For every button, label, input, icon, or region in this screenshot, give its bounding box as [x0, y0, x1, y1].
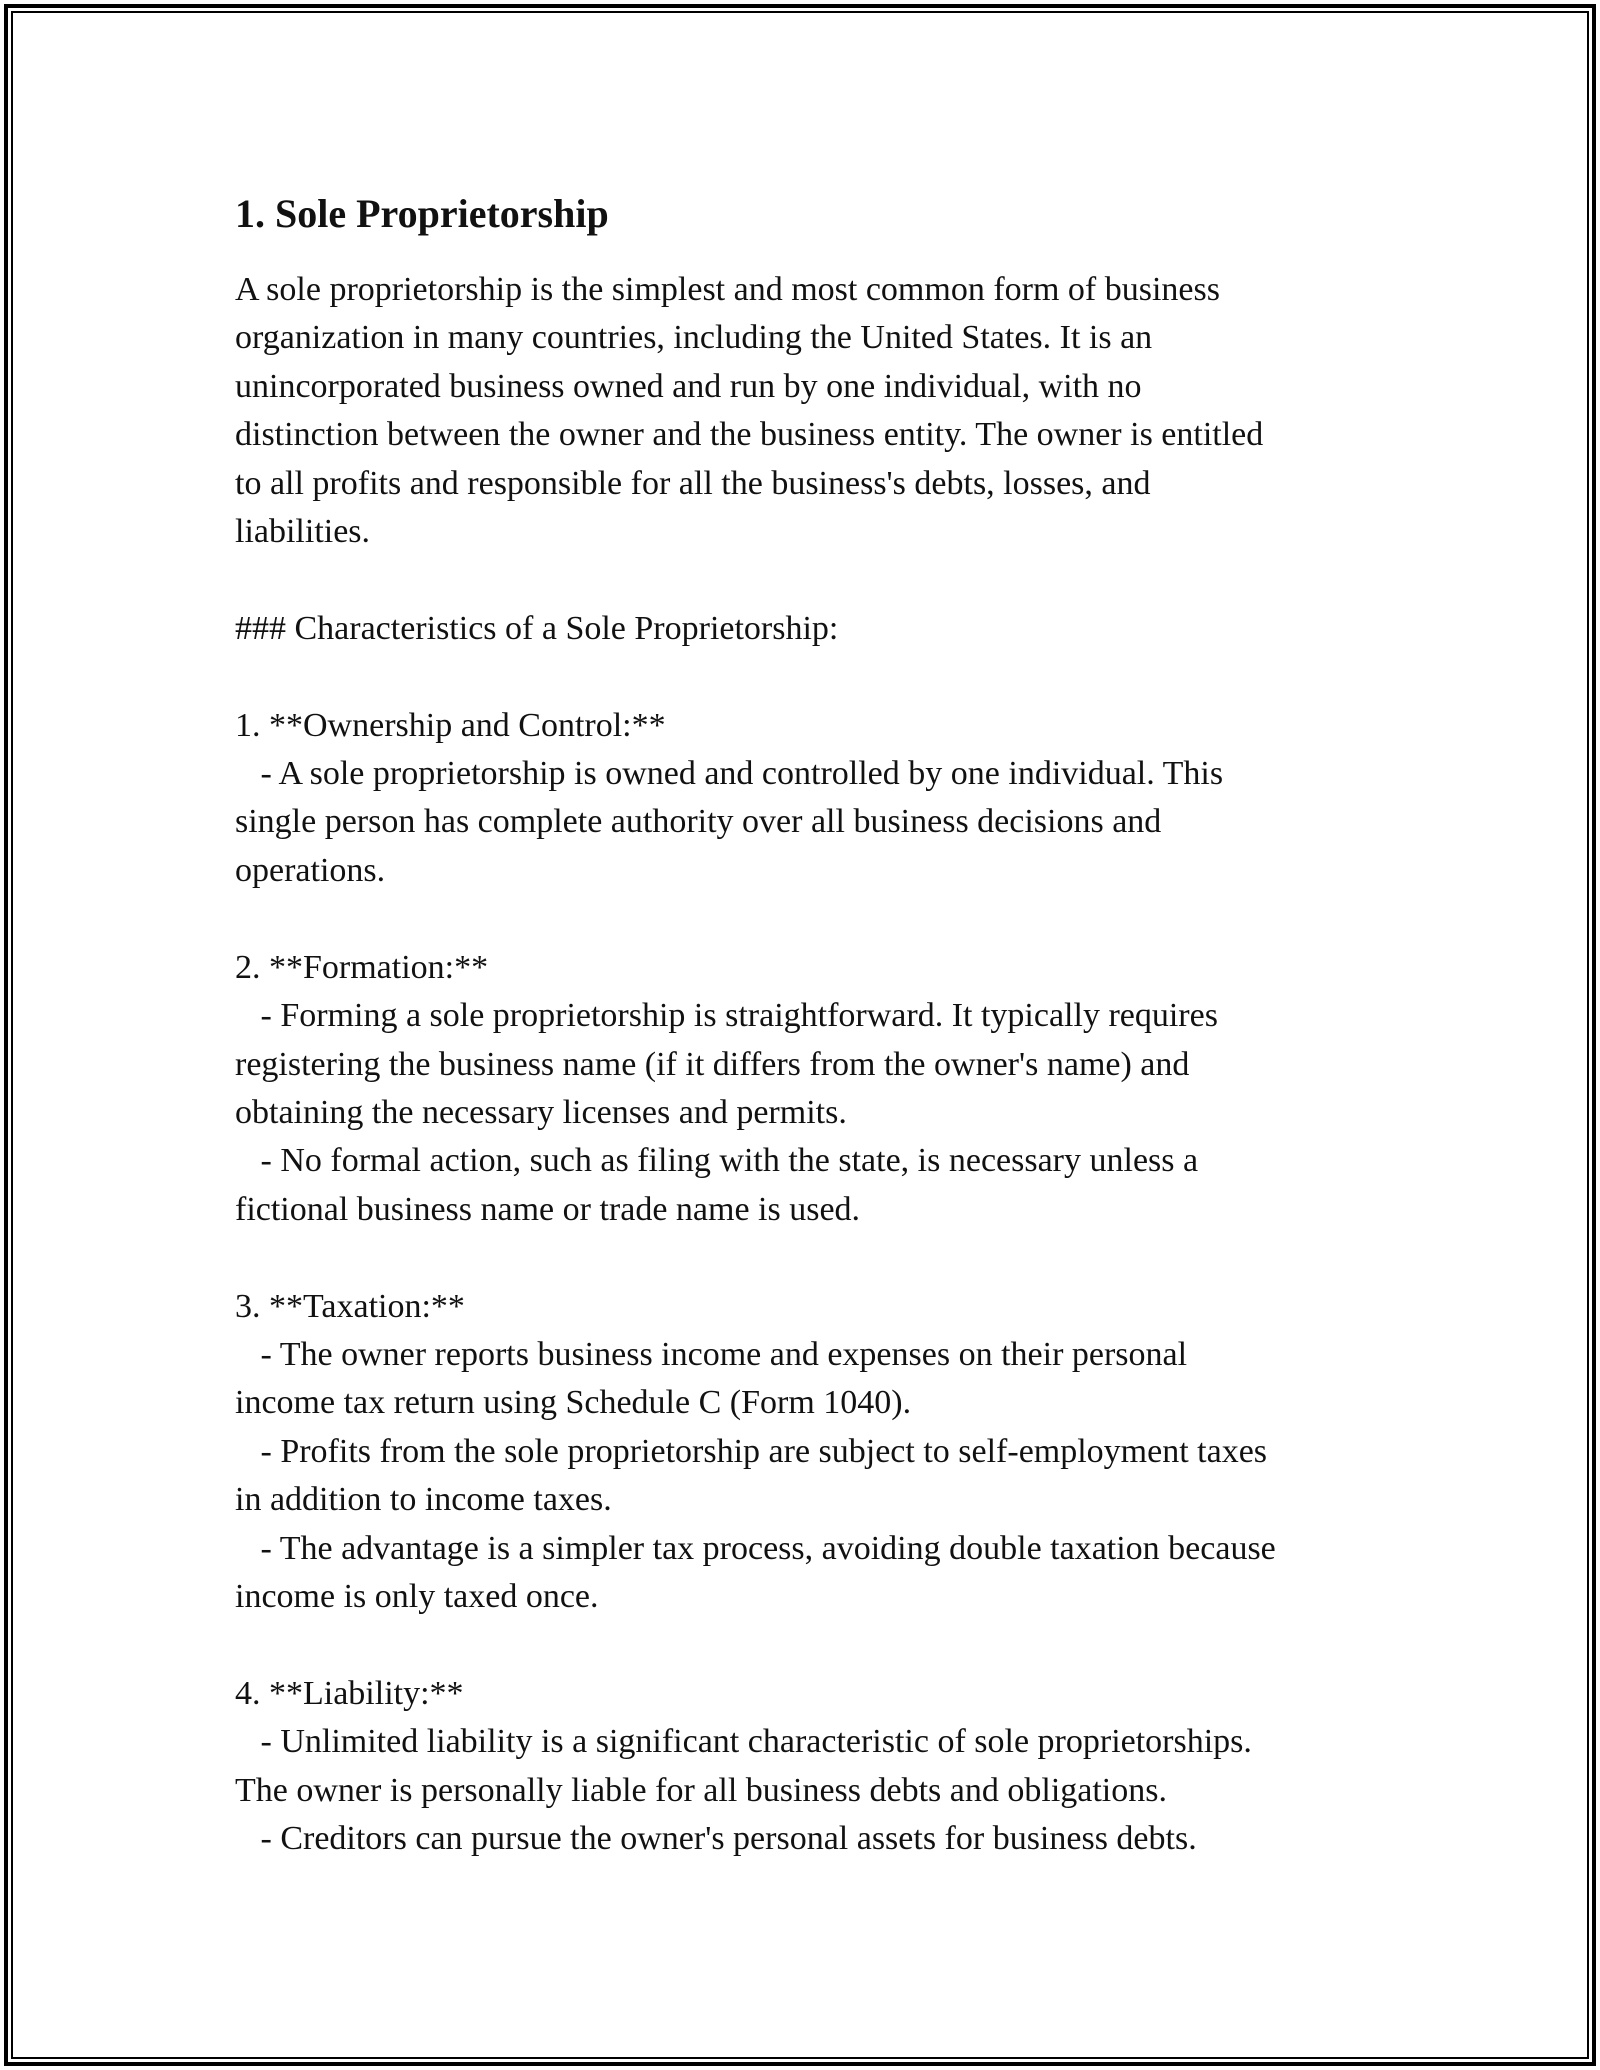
document-body-text: A sole proprietorship is the simplest and most common form of business organization in many countries, including the United States. It is an unincorporated business owned and run by one individual, with no distinction between the owner and the business entity. The owner is entitled to all profits and responsible for all the business's debts, losses, and liabilities. ### Characteristics of a Sole Proprietorship: 1. **Ownership and Control:** - A sole proprietorship is owned and controlled by one individual. This single person has complete authority over all business decisions and operations. 2. **Formation:** - Forming a sole proprietorship is straightforward. It typically requires registering the business name (if it differs from the owner's name) and obtaining the necessary licenses and permits. - No formal action, such as filing with the state, is necessary unless a fictional business name or trade name is used. 3. **Taxation:** - The owner reports business income and expenses on their personal income tax return using Schedule C (Form 1040). - Profits from the sole proprietorship are subject to self-employment taxes in addition to income taxes. - The advantage is a simpler tax process, avoiding double taxation because income is only taxed once. 4. **Liability:** - Unlimited liability is a significant characteristic of sole proprietorships. The owner is personally liable for all business debts and obligations. - Creditors can pursue the owner's personal assets for business debts.: [235, 271, 1276, 1857]
document-page: [235, 188, 1365, 1863]
document-heading: 1. Sole Proprietorship: [235, 191, 609, 236]
